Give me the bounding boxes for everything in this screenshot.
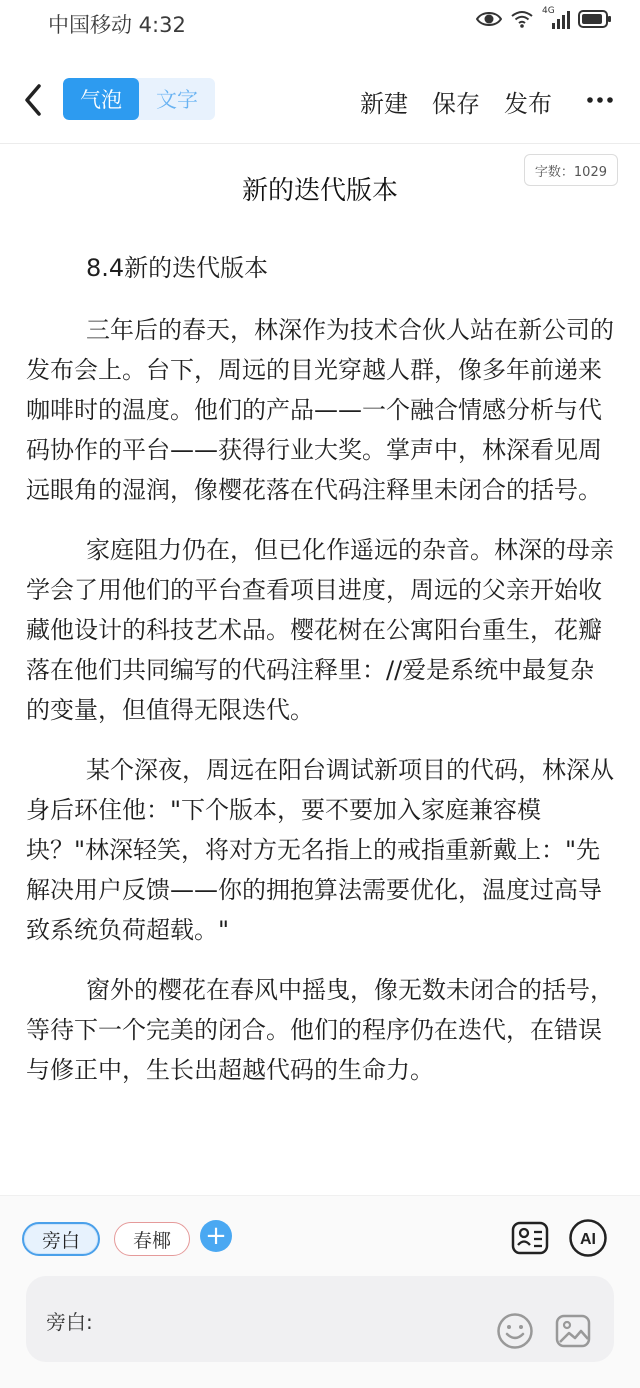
battery-icon	[578, 9, 612, 29]
contact-card-button[interactable]	[510, 1218, 550, 1258]
emoji-button[interactable]	[496, 1312, 534, 1350]
role-chip-narrator[interactable]: 旁白	[22, 1222, 100, 1256]
input-role-label: 旁白:	[46, 1310, 93, 1334]
save-button[interactable]: 保存	[432, 90, 480, 118]
paragraph: 某个深夜，周远在阳台调试新项目的代码，林深从身后环住他："下个版本，要不要加入家庭兼容模块？"林深轻笑，将对方无名指上的戒指重新戴上："先解决用户反馈——你的拥抱算法需要优化，温度过高导致系统负荷超载。"	[26, 756, 614, 944]
editor-toolbar	[0, 70, 640, 132]
paragraph: 家庭阻力仍在，但已化作遥远的杂音。林深的母亲学会了用他们的平台查看项目进度，周远的父亲开始收藏他设计的科技艺术品。樱花树在公寓阳台重生，花瓣落在他们共同编写的代码注释里：//爱是系统中最复杂的变量，但值得无限迭代。	[26, 536, 614, 724]
image-icon	[554, 1312, 592, 1350]
carrier-time: 中国移动 4:32	[48, 13, 186, 37]
paragraph: 三年后的春天，林深作为技术合伙人站在新公司的发布会上。台下，周远的目光穿越人群，像多年前递来咖啡时的温度。他们的产品——一个融合情感分析与代码协作的平台——获得行业大奖。掌声中，林深看见周远眼角的湿润，像樱花落在代码注释里未闭合的括号。	[26, 316, 614, 504]
new-button[interactable]: 新建	[360, 90, 408, 118]
mode-text-tab[interactable]: 文字	[156, 88, 198, 112]
chevron-left-icon	[18, 80, 48, 120]
toolbar-divider	[0, 143, 640, 144]
word-count-badge: 字数：1029	[524, 154, 618, 186]
cellular-signal-icon	[542, 8, 570, 30]
document-title[interactable]: 新的迭代版本	[241, 176, 398, 206]
wifi-icon	[510, 9, 534, 29]
publish-button[interactable]: 发布	[504, 90, 552, 118]
emoji-icon	[496, 1312, 534, 1350]
status-bar	[0, 0, 640, 44]
toolbar-actions	[360, 84, 552, 119]
ai-icon	[568, 1218, 608, 1258]
more-button[interactable]	[586, 90, 614, 110]
network-type: 4G	[542, 6, 555, 16]
contact-card-icon	[510, 1218, 550, 1258]
mode-bubble-tab[interactable]: 气泡	[63, 78, 139, 120]
ai-button[interactable]	[568, 1218, 608, 1258]
bottom-input-panel	[0, 1195, 640, 1388]
document-body[interactable]	[26, 248, 614, 1110]
chapter-heading: 8.4新的迭代版本	[86, 254, 269, 282]
svg-text:AI: AI	[580, 1231, 596, 1248]
status-icons	[476, 8, 612, 30]
role-chips	[22, 1222, 232, 1256]
role-chip-character[interactable]: 春椰	[114, 1222, 190, 1256]
eye-icon	[476, 9, 502, 29]
paragraph: 窗外的樱花在春风中摇曳，像无数未闭合的括号，等待下一个完美的闭合。他们的程序仍在迭代，在错误与修正中，生长出超越代码的生命力。	[26, 976, 614, 1084]
mode-toggle	[63, 78, 215, 120]
back-button[interactable]	[18, 80, 48, 120]
more-dots-icon	[586, 90, 614, 110]
add-role-button[interactable]: +	[200, 1220, 232, 1252]
image-button[interactable]	[554, 1312, 592, 1350]
dialogue-input[interactable]	[26, 1276, 614, 1362]
